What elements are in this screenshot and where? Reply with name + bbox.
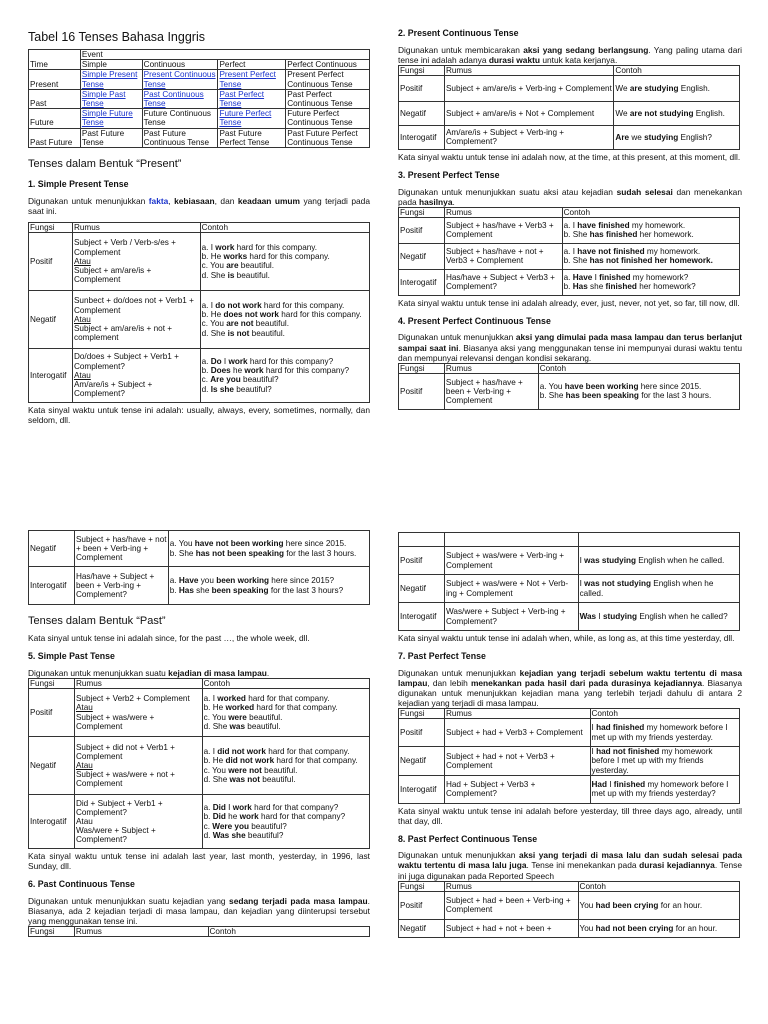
past-perfect-heading: 7. Past Perfect Tense bbox=[398, 651, 486, 662]
rumus-header: Rumus bbox=[444, 65, 613, 75]
contoh-header: Contoh bbox=[562, 207, 739, 217]
contoh-header: Contoh bbox=[200, 222, 369, 232]
interogatif-label: Interogatif bbox=[29, 795, 75, 849]
present-continuous-note: Kata sinyal waktu untuk tense ini adalah now, at the time, at this present, at this moment, dll. bbox=[398, 151, 741, 162]
section-heading-past: Tenses dalam Bentuk “Past” bbox=[28, 615, 166, 627]
negatif-rumus: Subject + had + not + been + bbox=[444, 919, 578, 937]
tense-link[interactable]: Future Perfect Tense bbox=[218, 109, 286, 128]
fungsi-header: Fungsi bbox=[399, 881, 445, 891]
present-continuous-table bbox=[398, 65, 740, 150]
simple-past-table bbox=[28, 678, 370, 849]
tense-link[interactable]: Simple Future Tense bbox=[80, 109, 142, 128]
positif-rumus: Subject + has/have + Verb3 + Complement bbox=[444, 217, 562, 243]
col-header: Perfect bbox=[218, 60, 286, 70]
fungsi-header: Fungsi bbox=[29, 678, 75, 688]
col-header: Perfect Continuous bbox=[286, 60, 370, 70]
interogatif-rumus: Has/have + Subject + been + Verb-ing + Complement? bbox=[74, 567, 168, 605]
fungsi-header: Fungsi bbox=[399, 207, 445, 217]
negatif-label: Negatif bbox=[399, 575, 445, 603]
present-continuous-heading: 2. Present Continuous Tense bbox=[398, 28, 519, 38]
past-perfect-continuous-table bbox=[398, 881, 740, 938]
negatif-contoh: We are not studying English. bbox=[614, 101, 740, 125]
interogatif-label: Interogatif bbox=[399, 603, 445, 631]
negatif-contoh: I was not studying English when he called. bbox=[578, 575, 739, 603]
simple-past-note: Kata sinyal waktu untuk tense ini adalah last year, last month, yesterday, in 1996, last Sunday, dll. bbox=[28, 851, 370, 872]
tense-link[interactable]: Present Perfect Tense bbox=[218, 70, 286, 89]
present-perfect-continuous-heading: 4. Present Perfect Continuous Tense bbox=[398, 315, 551, 326]
interogatif-rumus: Had + Subject + Verb3 + Complement? bbox=[444, 775, 590, 803]
tense-link[interactable]: Simple Past Tense bbox=[80, 89, 142, 108]
negatif-contoh: a. I did not work hard for that company. b. He did not work hard for that company. c. You were not beautiful. d. She was not beautiful. bbox=[202, 737, 369, 795]
fungsi-header: Fungsi bbox=[399, 708, 445, 718]
past-perfect-desc: Digunakan untuk menunjukkan kejadian yang terjadi sebelum waktu tertentu di masa lampau, dan lebih menekankan pada hasil dari pada durasinya kejadiannya. Biasanya digunakan untuk menunjukkan kejadian mana yang terlebih terjadi dahulu di antara 2 kejadian yang terjadi di masa lampau. bbox=[398, 667, 743, 708]
present-perfect-note: Kata sinyal waktu untuk tense ini adalah already, ever, just, never, not yet, so far, till now, dll. bbox=[398, 297, 740, 308]
tense-link[interactable]: Simple Present Tense bbox=[80, 70, 142, 89]
fungsi-header: Fungsi bbox=[29, 222, 73, 232]
simple-present-desc: Digunakan untuk menunjukkan fakta, kebiasaan, dan keadaan umum yang terjadi pada saat ini. bbox=[28, 195, 370, 216]
time-header: Time bbox=[29, 50, 81, 70]
positif-label: Positif bbox=[399, 217, 445, 243]
tense-link[interactable]: Past Continuous Tense bbox=[142, 89, 218, 108]
interogatif-rumus: Was/were + Subject + Verb-ing + Complement? bbox=[444, 603, 578, 631]
present-perfect-desc: Digunakan untuk menunjukkan suatu aksi atau kejadian sudah selesai dan menekankan pada hasilnya. bbox=[398, 186, 743, 207]
rumus-header: Rumus bbox=[444, 708, 590, 718]
negatif-rumus: Subject + am/are/is + Not + Complement bbox=[444, 101, 613, 125]
interogatif-label: Interogatif bbox=[399, 269, 445, 295]
positif-contoh: I had finished my homework before I met up with my friends yesterday. bbox=[590, 719, 740, 747]
tense-cell: Past Perfect Continuous Tense bbox=[286, 89, 370, 108]
positif-label: Positif bbox=[399, 891, 445, 919]
present-perfect-continuous-desc: Digunakan untuk menunjukkan aksi yang dimulai pada masa lampau dan terus berlanjut sampai saat ini. Biasanya aksi yang menggunakan tense ini mempunyai durasi waktu tentu dan mempunyai relevansi dengan kondisi sekarang. bbox=[398, 332, 742, 363]
present-continuous-desc: Digunakan untuk membicarakan aksi yang sedang berlangsung. Yang paling utama dari tense ini adalah adanya durasi waktu untuk kata kerjanya. bbox=[398, 44, 743, 65]
tense-link[interactable]: Present Continuous Tense bbox=[142, 70, 218, 89]
empty-cell bbox=[399, 533, 445, 547]
empty-cell bbox=[578, 533, 739, 547]
present-perfect-continuous-table-cont bbox=[28, 530, 370, 605]
rumus-header: Rumus bbox=[444, 363, 538, 373]
interogatif-label: Interogatif bbox=[399, 775, 445, 803]
tense-cell: Past Future Continuous Tense bbox=[142, 128, 218, 147]
rumus-header: Rumus bbox=[444, 881, 578, 891]
page-4 bbox=[392, 526, 746, 976]
past-note: Kata sinyal untuk tense ini adalah since, for the past …, the whole week, dll. bbox=[28, 633, 310, 644]
tense-link[interactable]: Past Perfect Tense bbox=[218, 89, 286, 108]
positif-rumus: Subject + had + been + Verb-ing + Complement bbox=[444, 891, 578, 919]
positif-contoh: a. I work hard for this company. b. He works hard for this company. c. You are beautiful. d. She is beautiful. bbox=[200, 232, 369, 290]
table-row bbox=[29, 128, 370, 147]
positif-rumus: Subject + has/have + been + Verb-ing + Complement bbox=[444, 373, 538, 409]
past-perfect-note: Kata sinyal waktu untuk tense ini adalah before yesterday, till three days ago, already, until that day, dll. bbox=[398, 805, 742, 826]
row-label: Present bbox=[29, 70, 81, 89]
simple-present-heading: 1. Simple Present Tense bbox=[28, 179, 129, 190]
simple-past-desc: Digunakan untuk menunjukkan suatu kejadian di masa lampau. bbox=[28, 667, 270, 678]
table-row bbox=[29, 109, 370, 128]
negatif-label: Negatif bbox=[29, 290, 73, 348]
col-header: Simple bbox=[80, 60, 142, 70]
interogatif-rumus: Has/have + Subject + Verb3 + Complement? bbox=[444, 269, 562, 295]
interogatif-rumus: Do/does + Subject + Verb1 + Complement? Atau Am/are/is + Subject + Complement? bbox=[72, 348, 200, 402]
present-perfect-heading: 3. Present Perfect Tense bbox=[398, 169, 500, 180]
tense-cell: Past Future Tense bbox=[80, 128, 142, 147]
page-2 bbox=[392, 22, 746, 462]
interogatif-rumus: Am/are/is + Subject + Verb-ing + Complement? bbox=[444, 125, 613, 149]
row-label: Past Future bbox=[29, 128, 81, 147]
interogatif-contoh: a. Do I work hard for this company? b. Does he work hard for this company? c. Are you beautiful? d. Is she beautiful? bbox=[200, 348, 369, 402]
rumus-header: Rumus bbox=[74, 678, 202, 688]
document-title: Tabel 16 Tenses Bahasa Inggris bbox=[28, 30, 205, 44]
negatif-contoh: a. I do not work hard for this company. b. He does not work hard for this company. c. You are not beautiful. d. She is not beautiful. bbox=[200, 290, 369, 348]
negatif-rumus: Subject + was/were + Not + Verb-ing + Complement bbox=[444, 575, 578, 603]
tense-cell: Past Future Perfect Tense bbox=[218, 128, 286, 147]
rumus-header: Rumus bbox=[74, 927, 208, 937]
negatif-contoh: I had not finished my homework before I met up with my friends yesterday. bbox=[590, 747, 740, 776]
positif-label: Positif bbox=[399, 547, 445, 575]
negatif-contoh: You had not been crying for an hour. bbox=[578, 919, 739, 937]
past-continuous-note: Kata sinyal waktu untuk tense ini adalah when, while, as long as, at this time yesterday, dll. bbox=[398, 633, 735, 643]
page-1 bbox=[22, 22, 374, 462]
positif-rumus: Subject + Verb / Verb-s/es + Complement Atau Subject + am/are/is + Complement bbox=[72, 232, 200, 290]
past-continuous-desc: Digunakan untuk menunjukkan suatu kejadian yang sedang terjadi pada masa lampau. Biasanya, ada 2 kejadian terjadi di masa lampau, dan kejadian yang diinterupsi tersebut yang menggunakan tense ini. bbox=[28, 895, 370, 926]
row-label: Past bbox=[29, 89, 81, 108]
negatif-rumus: Subject + has/have + not + Verb3 + Complement bbox=[444, 243, 562, 269]
interogatif-label: Interogatif bbox=[399, 125, 445, 149]
interogatif-contoh: a. Have you been working here since 2015? b. Has she been speaking for the last 3 hours? bbox=[168, 567, 369, 605]
contoh-header: Contoh bbox=[578, 881, 739, 891]
past-perfect-continuous-heading: 8. Past Perfect Continuous Tense bbox=[398, 833, 538, 844]
positif-label: Positif bbox=[399, 719, 445, 747]
contoh-header: Contoh bbox=[202, 678, 369, 688]
contoh-header: Contoh bbox=[208, 927, 370, 937]
rumus-header: Rumus bbox=[444, 207, 562, 217]
interogatif-contoh: Had I finished my homework before I met up with my friends yesterday? bbox=[590, 775, 740, 803]
negatif-label: Negatif bbox=[399, 243, 445, 269]
page-3 bbox=[22, 526, 374, 976]
interogatif-contoh: Was I studying English when he called? bbox=[578, 603, 739, 631]
contoh-header: Contoh bbox=[614, 65, 740, 75]
interogatif-contoh: a. Did I work hard for that company? b. Did he work hard for that company? c. Were you beautiful? d. Was she beautiful? bbox=[202, 795, 369, 849]
past-continuous-table bbox=[398, 532, 740, 631]
section-heading-present: Tenses dalam Bentuk “Present” bbox=[28, 157, 182, 170]
positif-contoh: a. I have finished my homework. b. She has finished her homework. bbox=[562, 217, 739, 243]
negatif-label: Negatif bbox=[29, 531, 75, 567]
positif-label: Positif bbox=[29, 232, 73, 290]
contoh-header: Contoh bbox=[538, 363, 739, 373]
positif-contoh: a. I worked hard for that company. b. He worked hard for that company. c. You were beautiful. d. She was beautiful. bbox=[202, 689, 369, 737]
simple-present-table bbox=[28, 222, 370, 403]
interogatif-contoh: Are we studying English? bbox=[614, 125, 740, 149]
negatif-rumus: Subject + has/have + not + been + Verb-ing + Complement bbox=[74, 531, 168, 567]
fungsi-header: Fungsi bbox=[399, 65, 445, 75]
present-perfect-continuous-table bbox=[398, 363, 740, 410]
past-continuous-heading: 6. Past Continuous Tense bbox=[28, 879, 135, 890]
tense-cell: Present Perfect Continuous Tense bbox=[286, 70, 370, 89]
positif-rumus: Subject + am/are/is + Verb-ing + Complement bbox=[444, 75, 613, 101]
positif-label: Positif bbox=[399, 75, 445, 101]
positif-label: Positif bbox=[399, 373, 445, 409]
tense-overview-table bbox=[28, 49, 370, 148]
negatif-rumus: Subject + did not + Verb1 + Complement Atau Subject + was/were + not + Complement bbox=[74, 737, 202, 795]
event-header: Event bbox=[80, 50, 369, 60]
tense-cell: Past Future Perfect Continuous Tense bbox=[286, 128, 370, 147]
positif-rumus: Subject + had + Verb3 + Complement bbox=[444, 719, 590, 747]
tense-cell: Future Continuous Tense bbox=[142, 109, 218, 128]
fungsi-header: Fungsi bbox=[399, 363, 445, 373]
interogatif-label: Interogatif bbox=[29, 348, 73, 402]
row-label: Future bbox=[29, 109, 81, 128]
table-row bbox=[29, 89, 370, 108]
negatif-label: Negatif bbox=[399, 101, 445, 125]
past-perfect-continuous-desc: Digunakan untuk menunjukkan aksi yang terjadi di masa lalu dan sudah selesai pada waktu tertentu di masa lalu juga. Tense ini menekankan pada durasi kejadiannya. Tense ini juga digunakan pada Reported Speech bbox=[398, 850, 742, 881]
negatif-label: Negatif bbox=[29, 737, 75, 795]
negatif-label: Negatif bbox=[399, 919, 445, 937]
positif-contoh: You had been crying for an hour. bbox=[578, 891, 739, 919]
simple-past-heading: 5. Simple Past Tense bbox=[28, 651, 115, 662]
positif-contoh: I was studying English when he called. bbox=[578, 547, 739, 575]
rumus-header: Rumus bbox=[72, 222, 200, 232]
positif-rumus: Subject + was/were + Verb-ing + Complement bbox=[444, 547, 578, 575]
positif-contoh: a. You have been working here since 2015. b. She has been speaking for the last 3 hours. bbox=[538, 373, 739, 409]
positif-rumus: Subject + Verb2 + Complement Atau Subject + was/were + Complement bbox=[74, 689, 202, 737]
positif-label: Positif bbox=[29, 689, 75, 737]
contoh-header: Contoh bbox=[590, 708, 740, 718]
negatif-rumus: Subject + had + not + Verb3 + Complement bbox=[444, 747, 590, 776]
tense-cell: Future Perfect Continuous Tense bbox=[286, 109, 370, 128]
simple-present-note: Kata sinyal waktu untuk tense ini adalah: usually, always, every, sometimes, normally, dan seldom, dll. bbox=[28, 404, 370, 426]
fungsi-header: Fungsi bbox=[29, 927, 75, 937]
negatif-label: Negatif bbox=[399, 747, 445, 776]
negatif-contoh: a. I have not finished my homework. b. She has not finished her homework. bbox=[562, 243, 739, 269]
negatif-contoh: a. You have not been working here since 2015. b. She has not been speaking for the last 3 hours. bbox=[168, 531, 369, 567]
table-row bbox=[29, 70, 370, 89]
interogatif-contoh: a. Have I finished my homework? b. Has she finished her homework? bbox=[562, 269, 739, 295]
past-continuous-table-header bbox=[28, 926, 370, 937]
positif-contoh: We are studying English. bbox=[614, 75, 740, 101]
col-header: Continuous bbox=[142, 60, 218, 70]
interogatif-rumus: Did + Subject + Verb1 + Complement? Atau Was/were + Subject + Complement? bbox=[74, 795, 202, 849]
past-perfect-table bbox=[398, 708, 740, 804]
negatif-rumus: Sunbect + do/does not + Verb1 + Complement Atau Subject + am/are/is + not + complement bbox=[72, 290, 200, 348]
present-perfect-table bbox=[398, 207, 740, 296]
interogatif-label: Interogatif bbox=[29, 567, 75, 605]
empty-cell bbox=[444, 533, 578, 547]
